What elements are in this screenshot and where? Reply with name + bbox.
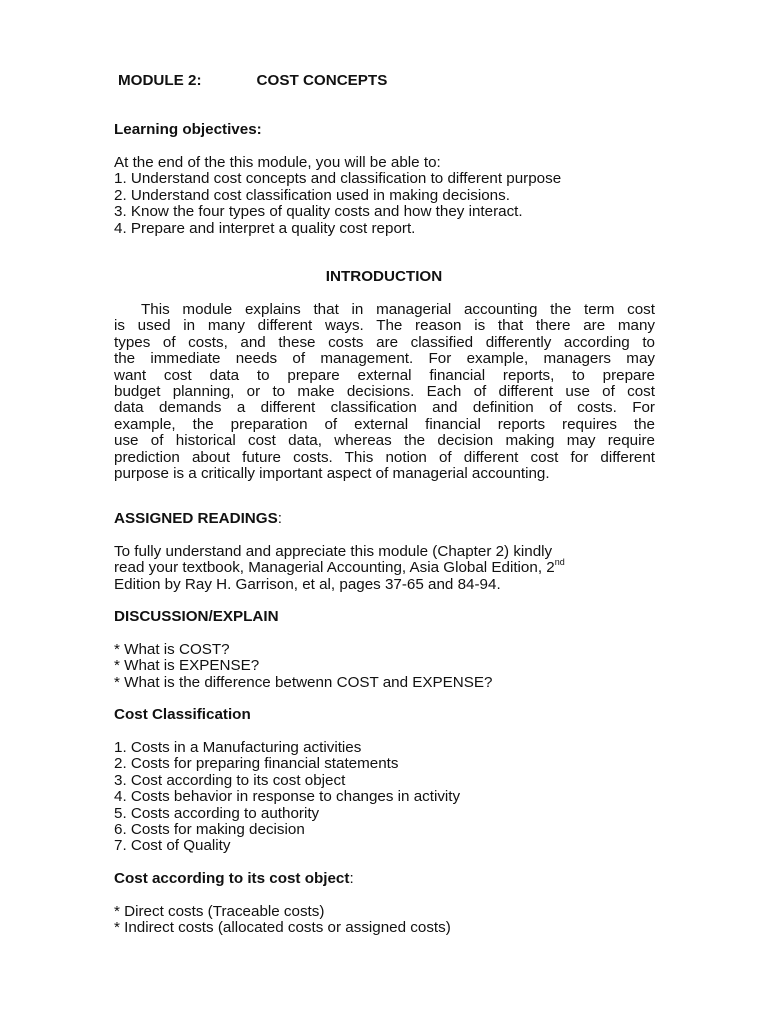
assigned-readings-heading: ASSIGNED READINGS: (114, 510, 282, 527)
list-item: 5. Costs according to authority (114, 804, 320, 822)
list-item: * Direct costs (Traceable costs) (114, 903, 325, 920)
discussion-heading: DISCUSSION/EXPLAIN (114, 608, 279, 625)
module-label: MODULE 2: (118, 72, 202, 89)
list-item: * Indirect costs (allocated costs or assigned costs) (114, 919, 451, 937)
list-item: 2. Costs for preparing financial statements (114, 755, 399, 773)
list-item: * What is the difference betwenn COST and EXPENSE? (114, 673, 493, 691)
learning-objectives (114, 155, 659, 237)
list-item: 1. Costs in a Manufacturing activities (114, 739, 362, 756)
list-item: 3. Cost according to its cost object (114, 771, 346, 789)
list-item: 6. Costs for making decision (114, 820, 305, 838)
cost-classification-list (114, 740, 659, 855)
learning-objectives-heading: Learning objectives: (114, 121, 262, 138)
ordinal-superscript: nd (554, 557, 565, 568)
discussion-list (114, 642, 659, 691)
objective-item: 1. Understand cost concepts and classification to different purpose (114, 170, 562, 188)
objective-item: 3. Know the four types of quality costs and how they interact. (114, 203, 523, 221)
cost-object-heading: Cost according to its cost object: (114, 870, 354, 887)
module-name: COST CONCEPTS (256, 72, 388, 89)
assigned-readings: To fully understand and appreciate this module (Chapter 2) kindly read your textbook, Managerial Accounting, Asia Global Edition, 2nd Edition by Ray H. Garrison, et al, pages 37-65 and 84-94. (114, 543, 565, 593)
cost-classification-heading: Cost Classification (114, 706, 251, 723)
cost-object-list (114, 904, 659, 937)
list-item: * What is COST? (114, 641, 230, 658)
module-title (118, 73, 618, 89)
list-item: 7. Cost of Quality (114, 837, 231, 855)
objectives-intro: At the end of the this module, you will be able to: (114, 154, 441, 171)
list-item: * What is EXPENSE? (114, 657, 260, 675)
list-item: 4. Costs behavior in response to changes in activity (114, 788, 461, 806)
objective-item: 2. Understand cost classification used in making decisions. (114, 186, 510, 204)
introduction-heading: INTRODUCTION (325, 268, 443, 285)
objective-item: 4. Prepare and interpret a quality cost report. (114, 219, 416, 237)
introduction-paragraph: This module explains that in managerial accounting the term cost is used in many different ways. The reason is that there are many types of costs, and these costs are classified differently according to the immediate needs of management. For example, managers may want cost data to prepare external financial reports, to prepare budget planning, or to make decisions. Each of different use of cost data demands a different classification and definition of costs. For example, the preparation of external financial reports requires the use of historical cost data, whereas the decision making may require prediction about future costs. This notion of different cost for different purpose is a critically important aspect of managerial accounting. (114, 301, 655, 482)
